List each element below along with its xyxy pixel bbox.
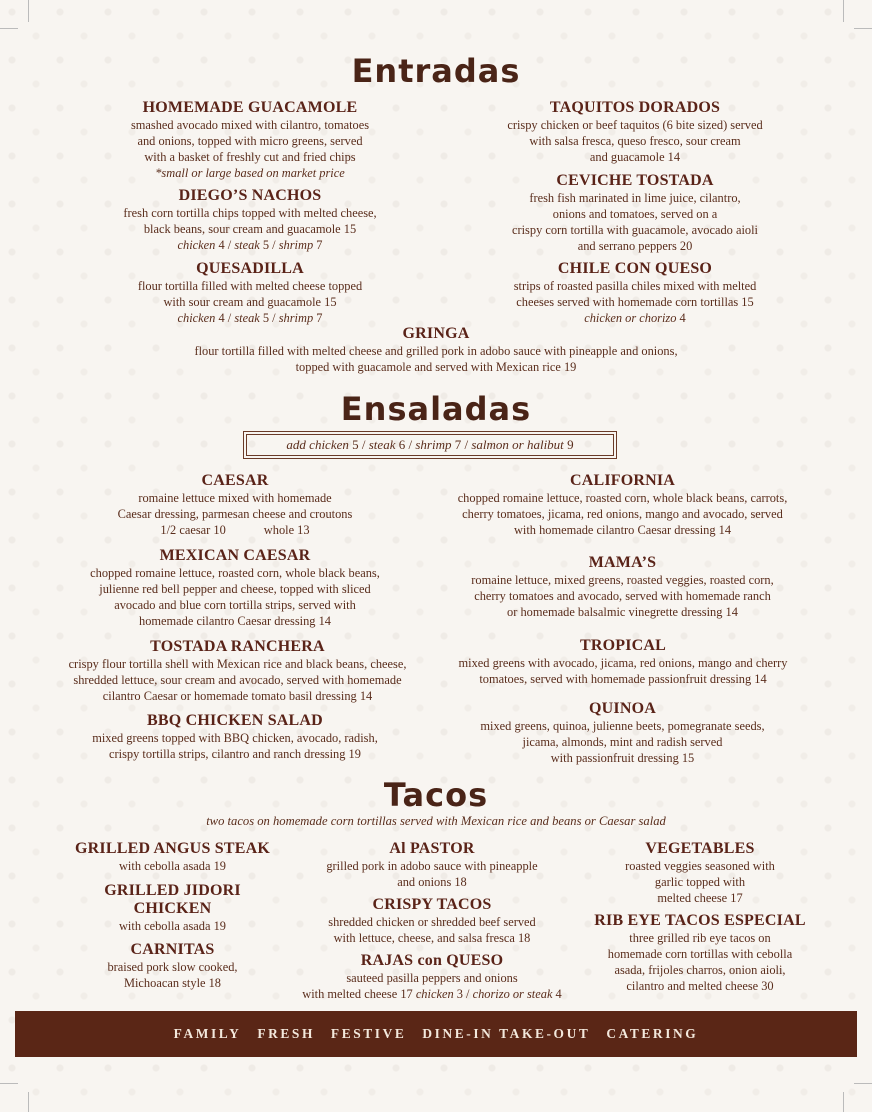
menu-item-taquitos-dorados bbox=[470, 99, 800, 165]
item-name: CALIFORNIA bbox=[569, 472, 676, 489]
menu-item-carnitas bbox=[50, 941, 295, 991]
item-desc: roasted veggies seasoned with bbox=[625, 859, 775, 873]
item-name: GRINGA bbox=[402, 325, 470, 342]
footer-word: DINE-IN bbox=[422, 1026, 494, 1041]
item-desc: with salsa fresca, queso fresco, sour cream bbox=[529, 134, 741, 148]
item-name: CAESAR bbox=[201, 472, 269, 489]
item-desc: and onions 18 bbox=[397, 875, 467, 889]
item-name: MAMA’S bbox=[588, 554, 657, 571]
item-name: QUINOA bbox=[589, 700, 656, 717]
item-desc: romaine lettuce mixed with homemade bbox=[138, 491, 332, 505]
item-name: HOMEMADE GUACAMOLE bbox=[142, 99, 358, 116]
menu-item-al-pastor bbox=[292, 840, 572, 890]
item-desc: Michoacan style 18 bbox=[123, 976, 222, 990]
item-desc: grilled pork in adobo sauce with pineapple bbox=[326, 859, 538, 873]
menu-item-tropical bbox=[432, 637, 814, 687]
item-desc: cilantro Caesar or homemade tomato basil dressing 14 bbox=[102, 689, 373, 703]
item-desc: with homemade cilantro Caesar dressing 14 bbox=[513, 523, 732, 537]
item-desc: three grilled rib eye tacos on bbox=[629, 931, 771, 945]
item-desc: and guacamole 14 bbox=[589, 150, 681, 164]
crop-mark bbox=[0, 28, 18, 29]
item-desc: crispy chicken or beef taquitos (6 bite sized) served bbox=[507, 118, 763, 132]
item-note: *small or large based on market price bbox=[155, 166, 345, 180]
item-desc: asada, frijoles charros, onion aioli, bbox=[614, 963, 786, 977]
item-desc: garlic topped with bbox=[654, 875, 746, 889]
item-desc: cilantro and melted cheese 30 bbox=[626, 979, 774, 993]
crop-mark bbox=[854, 1083, 872, 1084]
crop-mark bbox=[28, 1092, 29, 1112]
item-desc: with cebolla asada 19 bbox=[118, 859, 226, 873]
item-name: CHILE CON QUESO bbox=[557, 260, 713, 277]
menu-item-vegetables bbox=[580, 840, 820, 906]
item-desc: homemade cilantro Caesar dressing 14 bbox=[139, 614, 331, 628]
footer-banner bbox=[15, 1011, 857, 1057]
item-options: chicken 4 / steak 5 / shrimp 7 bbox=[177, 311, 323, 325]
menu-item-tostada-ranchera bbox=[40, 638, 435, 704]
item-desc: tomatoes, served with homemade passionfruit dressing 14 bbox=[479, 672, 767, 686]
item-desc: melted cheese 17 bbox=[657, 891, 743, 905]
item-name: BBQ CHICKEN SALAD bbox=[147, 712, 323, 729]
item-prices: 1/2 caesar 10 whole 13 bbox=[160, 523, 310, 537]
item-name: CEVICHE TOSTADA bbox=[556, 172, 714, 189]
item-desc: topped with guacamole and served with Mexican rice 19 bbox=[295, 360, 577, 374]
item-desc: mixed greens, quinoa, julienne beets, pomegranate seeds, bbox=[480, 719, 765, 733]
item-options: chicken or chorizo 4 bbox=[584, 311, 686, 325]
menu-item-quinoa bbox=[440, 700, 805, 766]
item-desc: black beans, sour cream and guacamole 15 bbox=[143, 222, 357, 236]
menu-item-chile-con-queso bbox=[470, 260, 800, 326]
item-desc: crispy flour tortilla shell with Mexican rice and black beans, cheese, bbox=[68, 657, 407, 671]
footer-word: CATERING bbox=[606, 1026, 699, 1041]
crop-mark bbox=[854, 28, 872, 29]
item-desc: shredded chicken or shredded beef served bbox=[328, 915, 536, 929]
item-desc: Caesar dressing, parmesan cheese and croutons bbox=[117, 507, 353, 521]
footer-word: TAKE-OUT bbox=[499, 1026, 591, 1041]
crop-mark bbox=[28, 0, 29, 22]
item-desc: avocado and blue corn tortilla strips, served with bbox=[114, 598, 356, 612]
item-name: CHICKEN bbox=[133, 900, 212, 917]
item-desc: homemade corn tortillas with cebolla bbox=[607, 947, 793, 961]
crop-mark bbox=[0, 1083, 18, 1084]
item-name: DIEGO’S NACHOS bbox=[178, 187, 322, 204]
item-desc: braised pork slow cooked, bbox=[107, 960, 238, 974]
item-desc: chopped romaine lettuce, roasted corn, whole black beans, bbox=[90, 566, 380, 580]
menu-item-rajas-con-queso bbox=[272, 952, 592, 1002]
tacos-title: Tacos bbox=[383, 776, 489, 814]
menu-item-bbq-chicken-salad bbox=[60, 712, 410, 762]
item-desc: mixed greens topped with BBQ chicken, avocado, radish, bbox=[92, 731, 378, 745]
menu-item-caesar bbox=[80, 472, 390, 538]
item-desc: cheeses served with homemade corn tortillas 15 bbox=[516, 295, 754, 309]
item-desc: mixed greens with avocado, jicama, red onions, mango and cherry bbox=[458, 656, 788, 670]
entradas-title: Entradas bbox=[351, 52, 521, 90]
item-name: VEGETABLES bbox=[645, 840, 755, 857]
menu-item-gringa bbox=[100, 325, 772, 375]
item-desc: fresh corn tortilla chips topped with melted cheese, bbox=[123, 206, 377, 220]
item-desc: onions and tomatoes, served on a bbox=[552, 207, 718, 221]
item-name: RIB EYE TACOS ESPECIAL bbox=[594, 912, 806, 929]
item-desc: crispy tortilla strips, cilantro and ranch dressing 19 bbox=[109, 747, 361, 761]
crop-mark bbox=[843, 0, 844, 22]
crop-mark bbox=[843, 1092, 844, 1112]
item-name: GRILLED ANGUS STEAK bbox=[75, 840, 270, 857]
item-name: Al PASTOR bbox=[389, 840, 475, 857]
item-desc: chopped romaine lettuce, roasted corn, whole black beans, carrots, bbox=[457, 491, 788, 505]
item-desc: romaine lettuce, mixed greens, roasted veggies, roasted corn, bbox=[471, 573, 774, 587]
item-desc: with lettuce, cheese, and salsa fresca 18 bbox=[333, 931, 531, 945]
item-desc: strips of roasted pasilla chiles mixed with melted bbox=[513, 279, 757, 293]
menu-item-crispy-tacos bbox=[292, 896, 572, 946]
item-desc: cherry tomatoes, jicama, red onions, mango and avocado, served bbox=[462, 507, 783, 521]
item-desc: with cebolla asada 19 bbox=[118, 919, 226, 933]
item-options: chicken 4 / steak 5 / shrimp 7 bbox=[177, 238, 323, 252]
menu-item-mexican-caesar bbox=[60, 547, 410, 629]
footer-word: FRESH bbox=[257, 1026, 315, 1041]
item-name: MEXICAN CAESAR bbox=[159, 547, 311, 564]
item-desc: and serrano peppers 20 bbox=[577, 239, 693, 253]
salad-addons-box: add chicken 5 / steak 6 / shrimp 7 / salmon or halibut 9 bbox=[246, 434, 614, 456]
item-desc: with sour cream and guacamole 15 bbox=[163, 295, 337, 309]
menu-item-grilled-jidori-chicken bbox=[50, 882, 295, 934]
item-desc: sauteed pasilla peppers and onions bbox=[346, 971, 518, 985]
item-name: GRILLED JIDORI bbox=[104, 882, 241, 899]
menu-item-california bbox=[430, 472, 815, 538]
item-name: CARNITAS bbox=[130, 941, 215, 958]
item-desc: shredded lettuce, sour cream and avocado, served with homemade bbox=[73, 673, 402, 687]
item-name: RAJAS con QUESO bbox=[360, 952, 504, 969]
menu-item-grilled-angus-steak bbox=[50, 840, 295, 874]
footer-word: FESTIVE bbox=[330, 1026, 407, 1041]
item-name: QUESADILLA bbox=[196, 260, 304, 277]
item-desc: crispy corn tortilla with guacamole, avocado aioli bbox=[511, 223, 758, 237]
ensaladas-title: Ensaladas bbox=[340, 390, 532, 428]
item-desc: fresh fish marinated in lime juice, cilantro, bbox=[529, 191, 741, 205]
menu-item-rib-eye-tacos-especial bbox=[575, 912, 825, 994]
item-desc: cherry tomatoes and avocado, served with homemade ranch bbox=[474, 589, 771, 603]
item-desc: flour tortilla filled with melted cheese and grilled pork in adobo sauce with pineapple and onions, bbox=[194, 344, 678, 358]
item-name: CRISPY TACOS bbox=[372, 896, 492, 913]
item-desc: smashed avocado mixed with cilantro, tomatoes bbox=[130, 118, 370, 132]
menu-item-ceviche-tostada bbox=[470, 172, 800, 254]
item-options: with melted cheese 17 chicken 3 / chorizo or steak 4 bbox=[302, 987, 562, 1001]
item-name: TAQUITOS DORADOS bbox=[549, 99, 721, 116]
item-desc: with passionfruit dressing 15 bbox=[550, 751, 695, 765]
menu-item-quesadilla bbox=[90, 260, 410, 326]
item-desc: julienne red bell pepper and cheese, topped with sliced bbox=[99, 582, 371, 596]
menu-item-mamas bbox=[440, 554, 805, 620]
item-desc: with a basket of freshly cut and fried chips bbox=[144, 150, 356, 164]
footer-word: FAMILY bbox=[173, 1026, 242, 1041]
item-desc: jicama, almonds, mint and radish served bbox=[522, 735, 723, 749]
item-desc: flour tortilla filled with melted cheese topped bbox=[137, 279, 363, 293]
menu-item-diegos-nachos bbox=[80, 187, 420, 253]
item-name: TROPICAL bbox=[579, 637, 667, 654]
item-desc: or homemade balsalmic vinegrette dressing 14 bbox=[507, 605, 738, 619]
menu-item-homemade-guacamole bbox=[90, 99, 410, 181]
tacos-tagline: two tacos on homemade corn tortillas served with Mexican rice and beans or Caesar salad bbox=[206, 814, 666, 828]
item-desc: and onions, topped with micro greens, served bbox=[137, 134, 363, 148]
item-name: TOSTADA RANCHERA bbox=[150, 638, 325, 655]
